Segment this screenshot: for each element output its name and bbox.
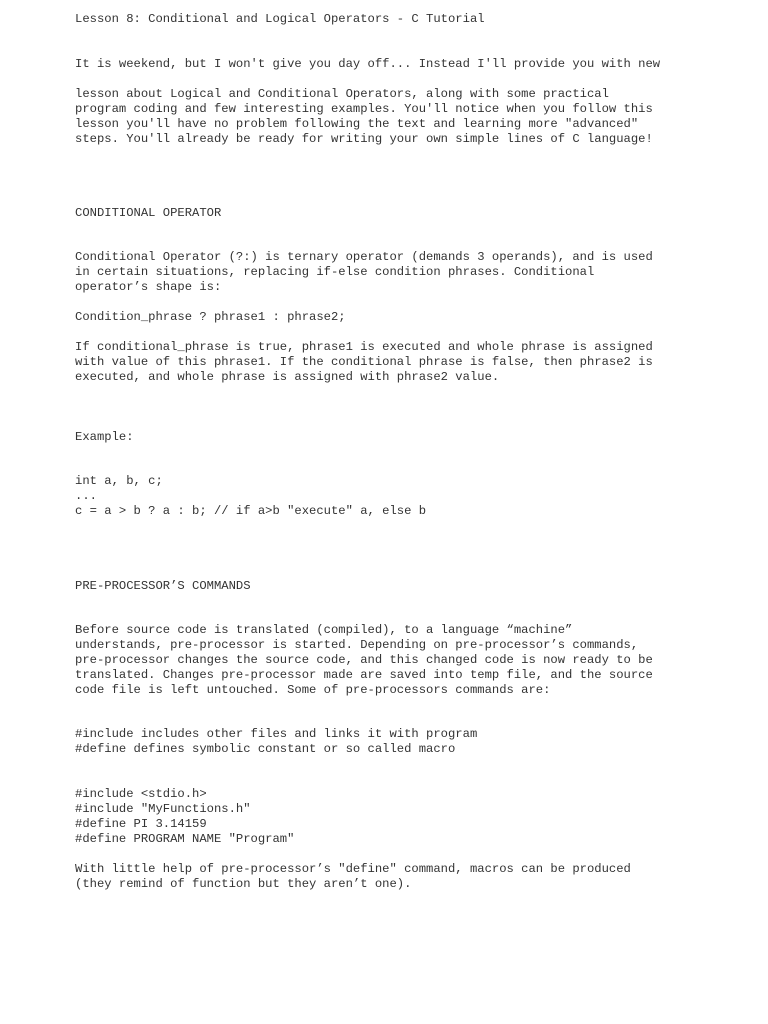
conditional-description-line: Conditional Operator (?:) is ternary operator (demands 3 operands), and is used [75, 250, 653, 264]
conditional-explanation-line: If conditional_phrase is true, phrase1 is executed and whole phrase is assigned [75, 340, 653, 354]
preprocessor-description-line: Before source code is translated (compiled), to a language “machine” [75, 623, 573, 637]
preprocessor-description-line: translated. Changes pre-processor made are saved into temp file, and the source [75, 668, 653, 682]
command-list-item: #include includes other files and links it with program [75, 727, 478, 741]
intro-line: steps. You'll already be ready for writing your own simple lines of C language! [75, 132, 653, 146]
example-code-line: c = a > b ? a : b; // if a>b "execute" a, else b [75, 504, 427, 518]
macro-text-line: With little help of pre-processor’s "define" command, macros can be produced [75, 862, 631, 876]
intro-line: program coding and few interesting examples. You'll notice when you follow this [75, 102, 653, 116]
example-label: Example: [75, 430, 134, 444]
preprocessor-heading: PRE-PROCESSOR’S COMMANDS [75, 579, 251, 593]
preprocessor-description-line: code file is left untouched. Some of pre-processors commands are: [75, 683, 551, 697]
preprocessor-description-line: understands, pre-processor is started. Depending on pre-processor’s commands, [75, 638, 639, 652]
intro-line: lesson you'll have no problem following the text and learning more "advanced" [75, 117, 639, 131]
conditional-syntax: Condition_phrase ? phrase1 : phrase2; [75, 310, 346, 324]
page-title: Lesson 8: Conditional and Logical Operators - C Tutorial [75, 12, 485, 26]
command-code-line: #include <stdio.h> [75, 787, 207, 801]
conditional-operator-heading: CONDITIONAL OPERATOR [75, 206, 222, 220]
intro-line: lesson about Logical and Conditional Operators, along with some practical [75, 87, 609, 101]
macro-text-line: (they remind of function but they aren’t one). [75, 877, 412, 891]
conditional-explanation-line: with value of this phrase1. If the conditional phrase is false, then phrase2 is [75, 355, 653, 369]
intro-first-line: It is weekend, but I won't give you day off... Instead I'll provide you with new [75, 57, 661, 71]
conditional-description-line: in certain situations, replacing if-else condition phrases. Conditional [75, 265, 595, 279]
command-code-line: #define PROGRAM NAME "Program" [75, 832, 295, 846]
example-code-line: int a, b, c; [75, 474, 163, 488]
conditional-explanation-line: executed, and whole phrase is assigned with phrase2 value. [75, 370, 500, 384]
command-list-item: #define defines symbolic constant or so called macro [75, 742, 456, 756]
command-code-line: #include "MyFunctions.h" [75, 802, 251, 816]
conditional-description-line: operator’s shape is: [75, 280, 222, 294]
command-code-line: #define PI 3.14159 [75, 817, 207, 831]
example-code-line: ... [75, 489, 97, 503]
preprocessor-description-line: pre-processor changes the source code, and this changed code is now ready to be [75, 653, 653, 667]
